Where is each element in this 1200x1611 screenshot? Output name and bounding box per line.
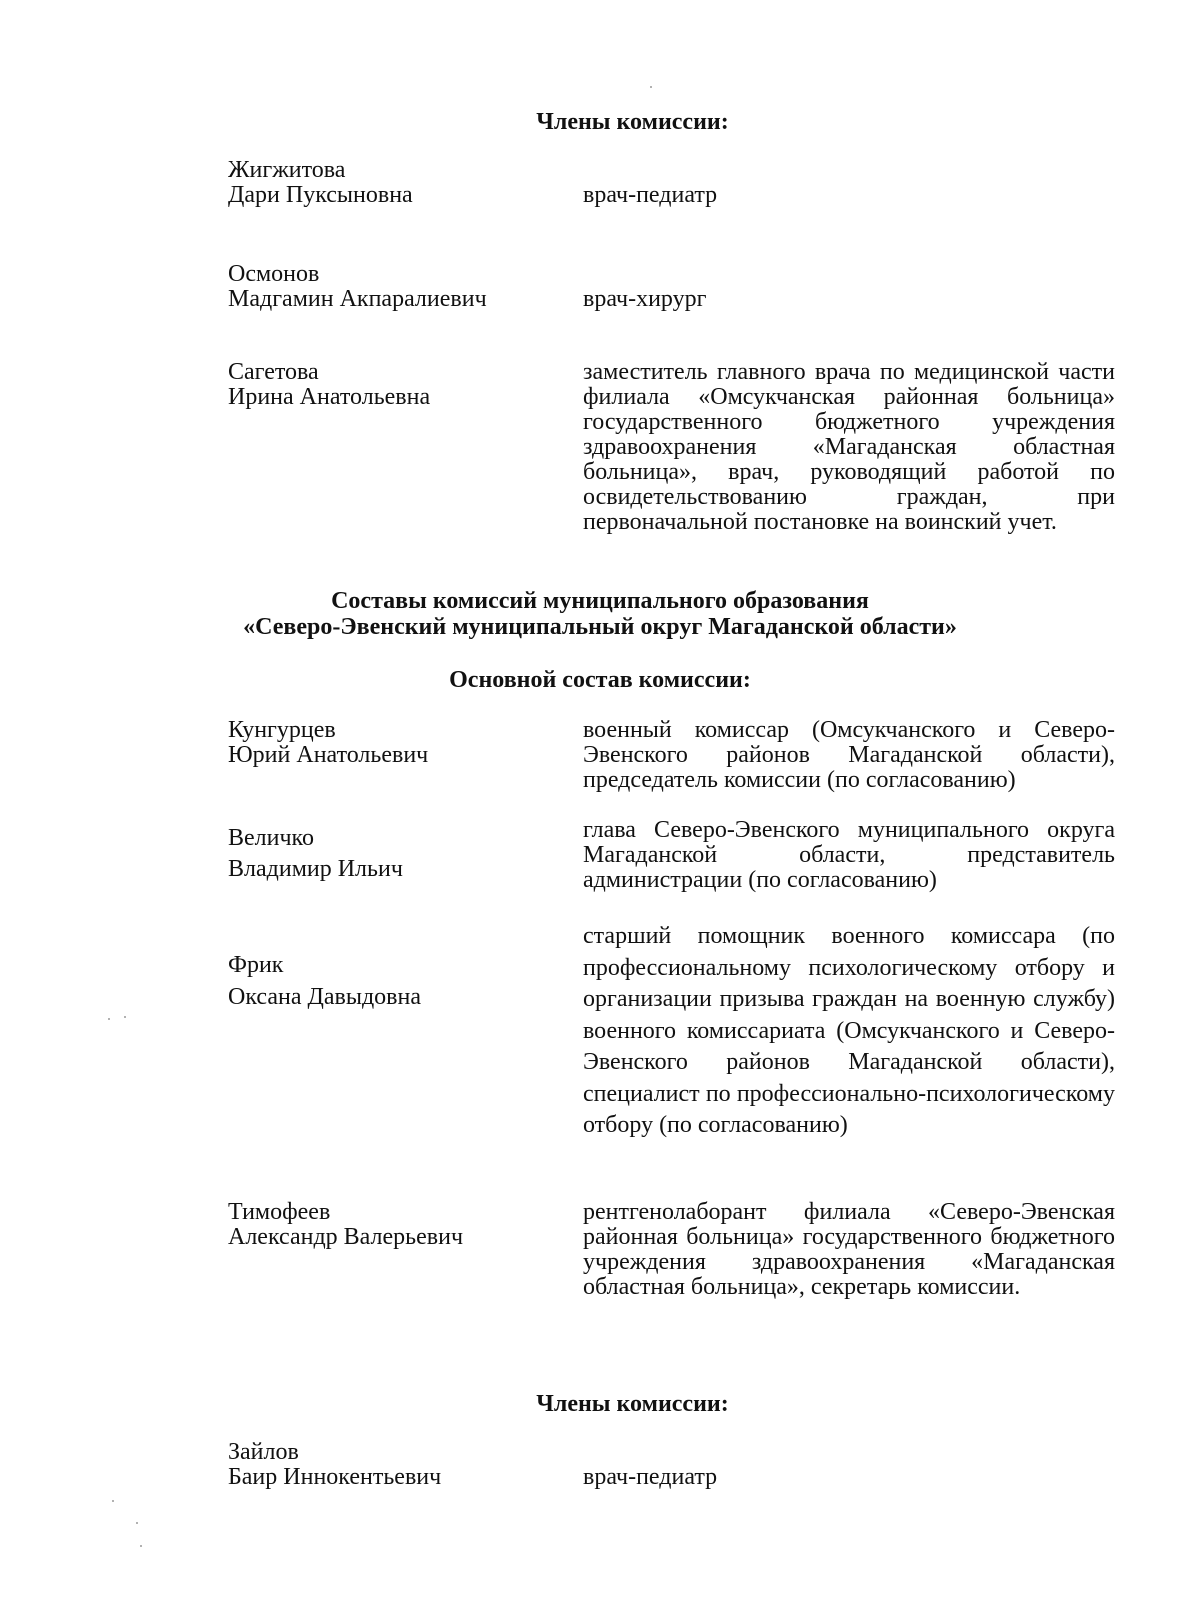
member-name xyxy=(228,949,558,1013)
member-role: старший помощник военного комиссара (по профессиональному психологическому отбору и организации призыва граждан на военную службу) военного комиссариата (Омсукчанского и Северо-Эвенского районов Магаданской области), специалист по профессионально-психологическому отбору (по согласованию) xyxy=(583,923,1115,1138)
member-name xyxy=(228,1200,558,1250)
member-surname: Сагетова xyxy=(228,359,319,385)
member-name xyxy=(228,262,558,312)
scan-speck xyxy=(124,1016,126,1018)
composition-heading-line: «Северо-Эвенский муниципальный округ Магаданской области» xyxy=(243,614,957,640)
composition-heading-line: Составы комиссий муниципального образования xyxy=(331,588,869,614)
member-surname: Зайлов xyxy=(228,1439,299,1465)
member-role: рентгенолаборант филиала «Северо-Эвенская районная больница» государственного бюджетного учреждения здравоохранения «Магаданская областная больница», секретарь комиссии. xyxy=(583,1199,1115,1300)
scan-speck xyxy=(650,86,652,88)
member-surname: Величко xyxy=(228,825,314,851)
member-name xyxy=(228,718,558,768)
members-heading: Члены комиссии: xyxy=(536,1391,729,1417)
members-heading: Члены комиссии: xyxy=(536,109,729,135)
scan-speck xyxy=(112,1500,114,1502)
member-surname: Тимофеев xyxy=(228,1199,331,1225)
member-role: врач-педиатр xyxy=(583,1464,718,1490)
member-role: врач-хирург xyxy=(583,286,707,312)
member-given-name: Мадгамин Акпаралиевич xyxy=(228,286,487,312)
member-surname: Осмонов xyxy=(228,261,320,287)
member-given-name: Юрий Анатольевич xyxy=(228,742,429,768)
member-surname: Фрик xyxy=(228,952,284,978)
main-composition-heading: Основной состав комиссии: xyxy=(449,667,751,693)
composition-heading xyxy=(0,588,1200,640)
member-role: глава Северо-Эвенского муниципального округа Магаданской области, представитель администрации (по согласованию) xyxy=(583,817,1115,893)
member-name xyxy=(228,360,558,410)
member-name xyxy=(228,1440,558,1490)
scan-speck xyxy=(108,1018,110,1020)
member-given-name: Дари Пуксыновна xyxy=(228,182,413,208)
member-name xyxy=(228,823,558,885)
member-given-name: Александр Валерьевич xyxy=(228,1224,464,1250)
scan-speck xyxy=(140,1545,142,1547)
member-role: заместитель главного врача по медицинской части филиала «Омсукчанская районная больница» государственного бюджетного учреждения здравоохранения «Магаданская областная больница», врач, руководящий работой по освидетельствованию граждан, при первоначальной постановке на воинский учет. xyxy=(583,359,1115,535)
member-role: военный комиссар (Омсукчанского и Северо-Эвенского районов Магаданской области), председатель комиссии (по согласованию) xyxy=(583,717,1115,793)
member-given-name: Баир Иннокентьевич xyxy=(228,1464,442,1490)
member-given-name: Ирина Анатольевна xyxy=(228,384,431,410)
member-given-name: Владимир Ильич xyxy=(228,856,403,882)
member-surname: Кунгурцев xyxy=(228,717,336,743)
scan-speck xyxy=(136,1522,138,1524)
member-surname: Жигжитова xyxy=(228,157,346,183)
member-given-name: Оксана Давыдовна xyxy=(228,984,422,1010)
member-role: врач-педиатр xyxy=(583,182,718,208)
member-name xyxy=(228,158,558,208)
